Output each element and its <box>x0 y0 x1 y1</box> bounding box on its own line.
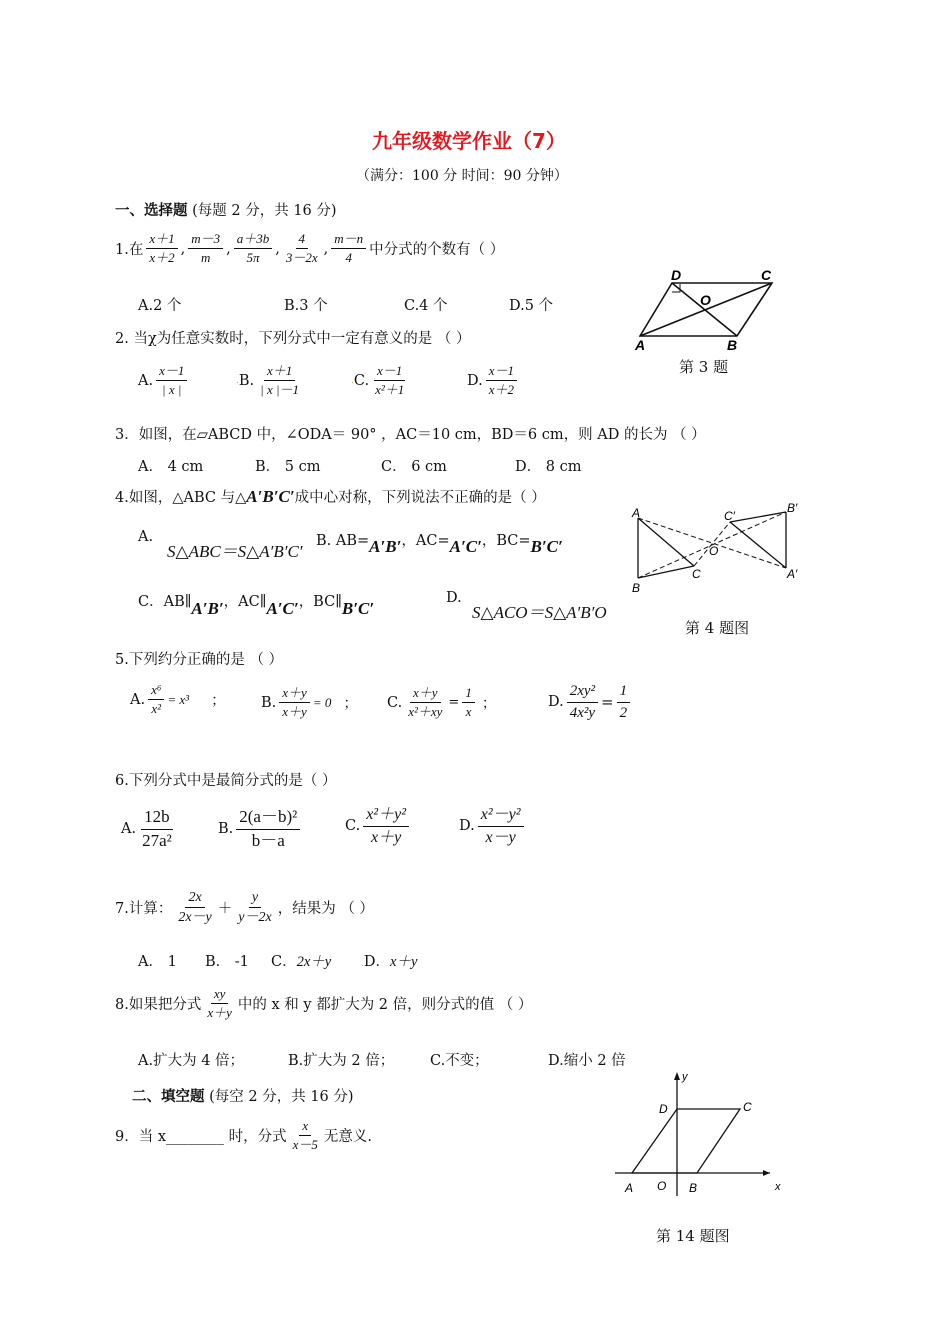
figure-14-coordinate-parallelogram <box>615 1066 795 1201</box>
fig4-label-b: B <box>632 581 641 595</box>
question-6: 6.下列分式中是最简分式的是（ ） <box>115 773 337 789</box>
q2-option-b: . B. x＋1 | x |－1 <box>236 363 300 398</box>
q5-option-c: C. $\frac{x+y}{\text{x²＋xy}}$ = $\frac{1}{x}$ ； <box>387 685 497 720</box>
q3-option-c: C． 6 cm <box>381 459 447 475</box>
q7-option-b: B． -1 <box>205 954 249 970</box>
figure-14-caption: 第 14 题图 <box>656 1227 730 1245</box>
fig3-label-b: B <box>727 337 738 353</box>
question-4: 4.如图，△ABC 与△A′B′C′成中心对称，下列说法不正确的是（ ） <box>115 487 546 506</box>
q4-option-c: C．AB∥A′B′，AC∥A′C′，BC∥B′C′ <box>138 594 375 618</box>
q8-option-d: D.缩小 2 倍 <box>548 1053 626 1069</box>
question-5: 5.下列约分正确的是 （ ） <box>115 652 284 668</box>
q7-option-d: .D．x＋y <box>361 954 418 970</box>
section-2-note: (每空 2 分，共 16 分) <box>209 1089 354 1105</box>
fig14-label-o: O <box>657 1179 667 1193</box>
q1-option-b: B.3 个 <box>284 298 328 314</box>
fig14-label-b: B <box>689 1181 698 1195</box>
fig4-label-a-prime: A′ <box>787 567 798 581</box>
fig4-label-c-prime: C′ <box>724 509 735 523</box>
q3-option-b: B． 5 cm <box>255 459 321 475</box>
fig4-label-a: A <box>632 506 641 520</box>
q5-option-d: D. $\frac{\text{2xy²}}{\text{4x²y}}$ = $\frac{1}{2}$ <box>548 683 633 721</box>
q7-option-c: C．2x＋y <box>271 954 332 970</box>
figure-3-caption: 第 3 题 <box>679 358 729 376</box>
fig4-label-c: C <box>692 567 701 581</box>
question-7: 7.计算： 2x 2x－y ＋ y y－2x ，结果为 （ ） <box>115 890 374 926</box>
fig3-label-a: A <box>635 337 646 353</box>
q2-option-a: A. x－1 | x | <box>138 364 190 398</box>
section-1-label: 一、选择题 <box>115 202 188 219</box>
question-1: 1.在 x＋1 x＋2 , m－3 m , a＋3b 5π , 4 3－2x , m－n 4 中分式的个数有（ ） <box>115 231 505 266</box>
q5-option-a: A. $\frac{\text{x⁶}}{\text{x²}}$ = x³ ； <box>130 682 226 717</box>
q6-option-d: D. x²－y² x－y <box>459 806 527 846</box>
fig14-label-d: D <box>659 1102 668 1116</box>
q6-option-a: A. 12b 27a² <box>121 807 172 850</box>
q2-option-c: . C. x－1 x²＋1 <box>351 363 405 398</box>
q8-option-b: B.扩大为 2 倍； <box>288 1053 395 1069</box>
q1-fraction-5: m－n 4 <box>331 232 366 266</box>
fig14-label-a: A <box>625 1181 634 1195</box>
section-1-heading <box>115 199 337 220</box>
question-9: 9．当 x________ 时，分式 x x－5 无意义. <box>115 1118 373 1153</box>
q1-fraction-3: a＋3b 5π <box>234 232 273 266</box>
q1-fraction-1: x＋1 x＋2 <box>146 232 177 266</box>
fig3-label-c: C <box>761 267 772 283</box>
q5-option-b: B. $\frac{x+y}{x+y}$ = 0 ； <box>261 685 358 720</box>
fig14-label-c: C <box>743 1100 752 1114</box>
q4-option-d: D. <box>446 590 462 606</box>
q1-fraction-2: m－3 m <box>188 232 223 266</box>
q3-option-a: A． 4 cm <box>138 459 204 475</box>
q1-suffix: 中分式的个数有（ ） <box>369 242 505 259</box>
q2-option-d: D. x－1 x＋2 <box>467 364 520 398</box>
fig14-label-x: x <box>775 1181 781 1193</box>
page-subtitle: （满分：100 分 时间：90 分钟） <box>356 168 568 184</box>
q8-option-c: C.不变； <box>430 1053 489 1069</box>
q3-option-d: D． 8 cm <box>515 459 582 475</box>
page-title: 九年级数学作业（7） <box>372 129 566 153</box>
q4-option-a-expr: S△ABC＝S△A′B′C′ <box>167 542 303 561</box>
q1-option-a: A.2 个 <box>138 298 182 314</box>
section-2-heading <box>132 1085 354 1106</box>
fig14-label-y: y <box>682 1071 688 1083</box>
q4-option-b: B. AB=A′B′，AC=A′C′，BC=B′C′ <box>316 533 563 556</box>
figure-4-caption: 第 4 题图 <box>685 619 750 637</box>
q4-option-a: A. <box>138 529 154 545</box>
q6-option-b: B. 2(a－b)² b－a <box>218 808 303 850</box>
q1-option-c: C.4 个 <box>404 298 448 314</box>
q6-option-c: C. x²＋y² x＋y <box>345 806 412 846</box>
figure-3-parallelogram <box>630 267 780 353</box>
q7-option-a: A． 1 <box>138 954 177 970</box>
question-8: 8.如果把分式 xy x＋y 中的 x 和 y 都扩大为 2 倍，则分式的值 （ ） <box>115 986 533 1021</box>
fig4-label-o: O <box>709 544 719 558</box>
question-3: 3．如图，在▱ABCD 中，∠ODA＝ 90° ，AC＝10 cm，BD＝6 cm，则 AD 的长为 （ ） <box>115 427 706 443</box>
fig4-label-b-prime: B′ <box>787 501 798 515</box>
fig3-label-o: O <box>700 292 711 308</box>
q1-prefix: 1.在 <box>115 242 144 259</box>
q8-option-a: A.扩大为 4 倍； <box>138 1053 245 1069</box>
figure-4-central-symmetry <box>628 500 808 600</box>
fig3-label-d: D <box>671 267 682 283</box>
q1-fraction-4: 4 3－2x <box>285 231 318 266</box>
question-2: 2. 当χ为任意实数时，下列分式中一定有意义的是 （ ） <box>115 331 471 347</box>
section-2-label: 二、填空题 <box>132 1088 205 1105</box>
q1-option-d: D.5 个 <box>509 298 554 314</box>
section-1-note: (每题 2 分，共 16 分) <box>192 203 337 219</box>
q4-option-d-expr: S△ACO＝S△A′B′O <box>472 603 607 622</box>
